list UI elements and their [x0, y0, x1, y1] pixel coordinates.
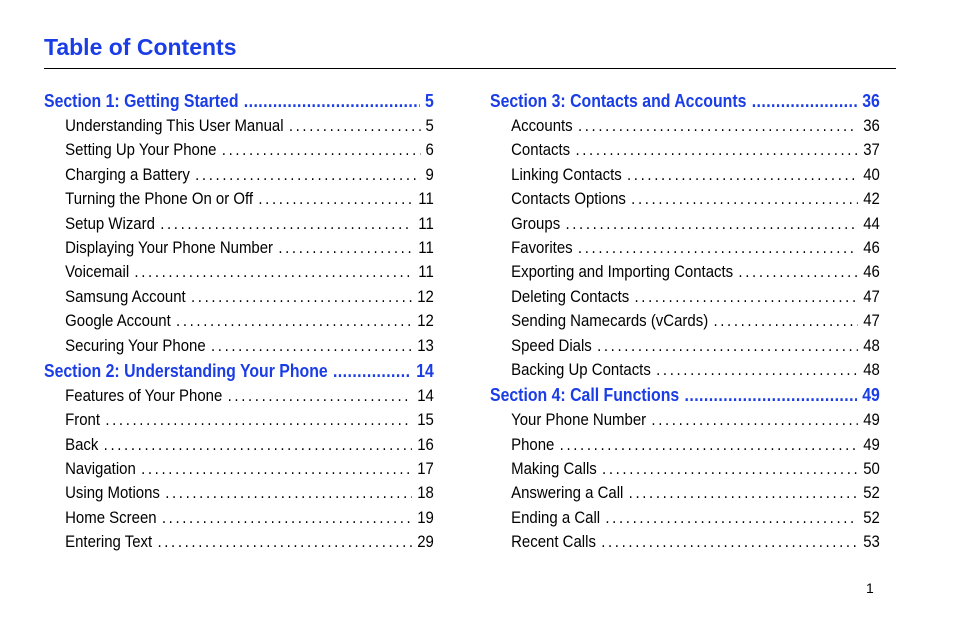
entry-page: 52 [863, 483, 880, 503]
entry-page: 11 [418, 237, 434, 257]
entry-page: 14 [417, 385, 434, 405]
toc-entry[interactable] [44, 506, 434, 530]
entry-label: Groups [511, 213, 561, 233]
entry-page: 44 [863, 213, 880, 233]
entry-label: Answering a Call [511, 483, 624, 503]
entry-label: Using Motions [65, 483, 160, 503]
dot-leader [629, 481, 858, 505]
entry-label: Turning the Phone On or Off [65, 189, 254, 209]
entry-page: 6 [425, 140, 434, 160]
entry-page: 36 [863, 116, 880, 135]
dot-leader [141, 457, 412, 481]
toc-entry[interactable] [44, 433, 434, 457]
toc-entry[interactable] [44, 457, 434, 481]
entry-page: 13 [417, 335, 434, 355]
toc-entry[interactable] [44, 285, 434, 309]
section-page: 36 [862, 91, 880, 111]
toc-entry[interactable] [490, 212, 880, 236]
dot-leader [244, 88, 420, 114]
entry-label: Backing Up Contacts [511, 359, 651, 379]
entry-label: Speed Dials [511, 335, 592, 355]
section-title: Section 2: Understanding Your Phone [44, 360, 328, 381]
toc-entry[interactable] [490, 457, 880, 481]
entry-label: Ending a Call [511, 507, 601, 527]
dot-leader [160, 212, 413, 236]
entry-label: Understanding This User Manual [65, 116, 284, 135]
section-title: Section 1: Getting Started [44, 91, 239, 111]
toc-entry[interactable] [44, 334, 434, 358]
entry-page: 11 [418, 262, 434, 282]
dot-leader [578, 236, 858, 260]
toc-entry[interactable] [490, 433, 880, 457]
entry-page: 18 [417, 483, 434, 503]
entry-label: Making Calls [511, 459, 597, 479]
entry-page: 15 [417, 410, 434, 430]
entry-label: Front [65, 410, 101, 430]
dot-leader [597, 334, 858, 358]
entry-label: Linking Contacts [511, 164, 622, 184]
toc-entry[interactable] [44, 309, 434, 333]
dot-leader [565, 212, 857, 236]
toc-entry[interactable] [44, 481, 434, 505]
toc-section-heading[interactable] [44, 358, 434, 384]
toc-left-column [44, 88, 434, 555]
entry-label: Home Screen [65, 507, 157, 527]
dot-leader [602, 457, 858, 481]
dot-leader [752, 88, 857, 114]
dot-leader [222, 138, 420, 162]
entry-label: Exporting and Importing Contacts [511, 262, 734, 282]
entry-label: Setup Wizard [65, 213, 155, 233]
toc-entry[interactable] [490, 530, 880, 554]
entry-label: Navigation [65, 459, 136, 479]
entry-page: 42 [863, 189, 880, 209]
entry-label: Back [65, 434, 99, 454]
dot-leader [278, 236, 413, 260]
entry-page: 50 [863, 459, 880, 479]
entry-label: Your Phone Number [511, 410, 647, 430]
entry-page: 17 [417, 459, 434, 479]
dot-leader [165, 481, 412, 505]
dot-leader [104, 433, 412, 457]
dot-leader [176, 309, 412, 333]
dot-leader [105, 408, 412, 432]
section-page: 14 [416, 360, 434, 381]
entry-label: Samsung Account [65, 286, 186, 306]
toc-entry[interactable] [490, 506, 880, 530]
dot-leader [601, 530, 858, 554]
entry-page: 46 [863, 237, 880, 257]
dot-leader [634, 285, 857, 309]
entry-page: 11 [418, 213, 434, 233]
section-page: 5 [425, 91, 434, 111]
section-title: Section 3: Contacts and Accounts [490, 91, 747, 111]
entry-label: Recent Calls [511, 532, 596, 552]
toc-entry[interactable] [44, 384, 434, 408]
section-title: Section 4: Call Functions [490, 385, 680, 406]
entry-page: 49 [863, 410, 880, 430]
toc-entry[interactable] [44, 530, 434, 554]
toc-entry[interactable] [490, 309, 880, 333]
entry-page: 49 [863, 434, 880, 454]
toc-section-heading[interactable] [44, 88, 434, 114]
dot-leader [685, 382, 857, 408]
entry-page: 12 [417, 311, 434, 331]
dot-leader [162, 506, 412, 530]
entry-page: 47 [863, 311, 880, 331]
dot-leader [605, 506, 858, 530]
entry-label: Sending Namecards (vCards) [511, 311, 709, 331]
entry-page: 12 [417, 286, 434, 306]
toc-entry[interactable] [44, 408, 434, 432]
entry-page: 40 [863, 164, 880, 184]
dot-leader [631, 187, 858, 211]
dot-leader [651, 408, 857, 432]
dot-leader [134, 260, 413, 284]
entry-label: Displaying Your Phone Number [65, 237, 274, 257]
entry-label: Voicemail [65, 262, 130, 282]
entry-label: Deleting Contacts [511, 286, 630, 306]
entry-page: 48 [863, 335, 880, 355]
page-title: Table of Contents [44, 34, 237, 60]
toc-entry[interactable] [490, 114, 880, 138]
entry-label: Securing Your Phone [65, 335, 206, 355]
dot-leader [713, 309, 857, 333]
entry-label: Entering Text [65, 532, 153, 552]
entry-page: 9 [425, 164, 434, 184]
entry-page: 52 [863, 507, 880, 527]
toc-entry[interactable] [490, 481, 880, 505]
entry-page: 16 [417, 434, 434, 454]
entry-label: Contacts [511, 140, 571, 160]
toc-entry[interactable] [44, 260, 434, 284]
entry-page: 29 [417, 532, 434, 552]
entry-page: 5 [425, 116, 434, 135]
toc-right-column [490, 88, 880, 555]
entry-label: Features of Your Phone [65, 385, 223, 405]
dot-leader [258, 187, 413, 211]
entry-page: 47 [863, 286, 880, 306]
dot-leader [560, 433, 858, 457]
entry-label: Favorites [511, 237, 573, 257]
toc-entry[interactable] [44, 114, 434, 138]
entry-label: Charging a Battery [65, 164, 190, 184]
entry-label: Google Account [65, 311, 171, 331]
toc-entry[interactable] [490, 408, 880, 432]
toc-entry[interactable] [490, 334, 880, 358]
entry-page: 19 [417, 507, 434, 527]
entry-page: 48 [863, 359, 880, 379]
entry-page: 53 [863, 532, 880, 552]
dot-leader [575, 138, 857, 162]
toc-entry[interactable] [44, 212, 434, 236]
dot-leader [195, 163, 420, 187]
section-page: 49 [862, 385, 880, 406]
toc-entry[interactable] [44, 163, 434, 187]
dot-leader [738, 260, 857, 284]
dot-leader [289, 114, 420, 138]
toc-entry[interactable] [490, 285, 880, 309]
dot-leader [228, 384, 412, 408]
dot-leader [656, 358, 858, 382]
toc-entry[interactable] [490, 138, 880, 162]
toc-entry[interactable] [44, 187, 434, 211]
toc-section-heading[interactable] [490, 88, 880, 114]
toc-section-heading[interactable] [490, 382, 880, 408]
title-divider [44, 68, 896, 69]
entry-label: Contacts Options [511, 189, 626, 209]
toc-entry[interactable] [490, 358, 880, 382]
toc-entry[interactable] [490, 236, 880, 260]
dot-leader [211, 334, 412, 358]
toc-entry[interactable] [44, 236, 434, 260]
dot-leader [157, 530, 411, 554]
toc-entry[interactable] [490, 260, 880, 284]
entry-page: 46 [863, 262, 880, 282]
entry-page: 11 [418, 189, 434, 209]
dot-leader [578, 114, 858, 138]
dot-leader [191, 285, 412, 309]
page-number: 1 [866, 580, 874, 596]
toc-entry[interactable] [44, 138, 434, 162]
toc-entry[interactable] [490, 163, 880, 187]
entry-label: Setting Up Your Phone [65, 140, 217, 160]
entry-page: 37 [863, 140, 880, 160]
dot-leader [333, 358, 411, 384]
entry-label: Phone [511, 434, 555, 454]
toc-entry[interactable] [490, 187, 880, 211]
entry-label: Accounts [511, 116, 573, 135]
dot-leader [627, 163, 858, 187]
